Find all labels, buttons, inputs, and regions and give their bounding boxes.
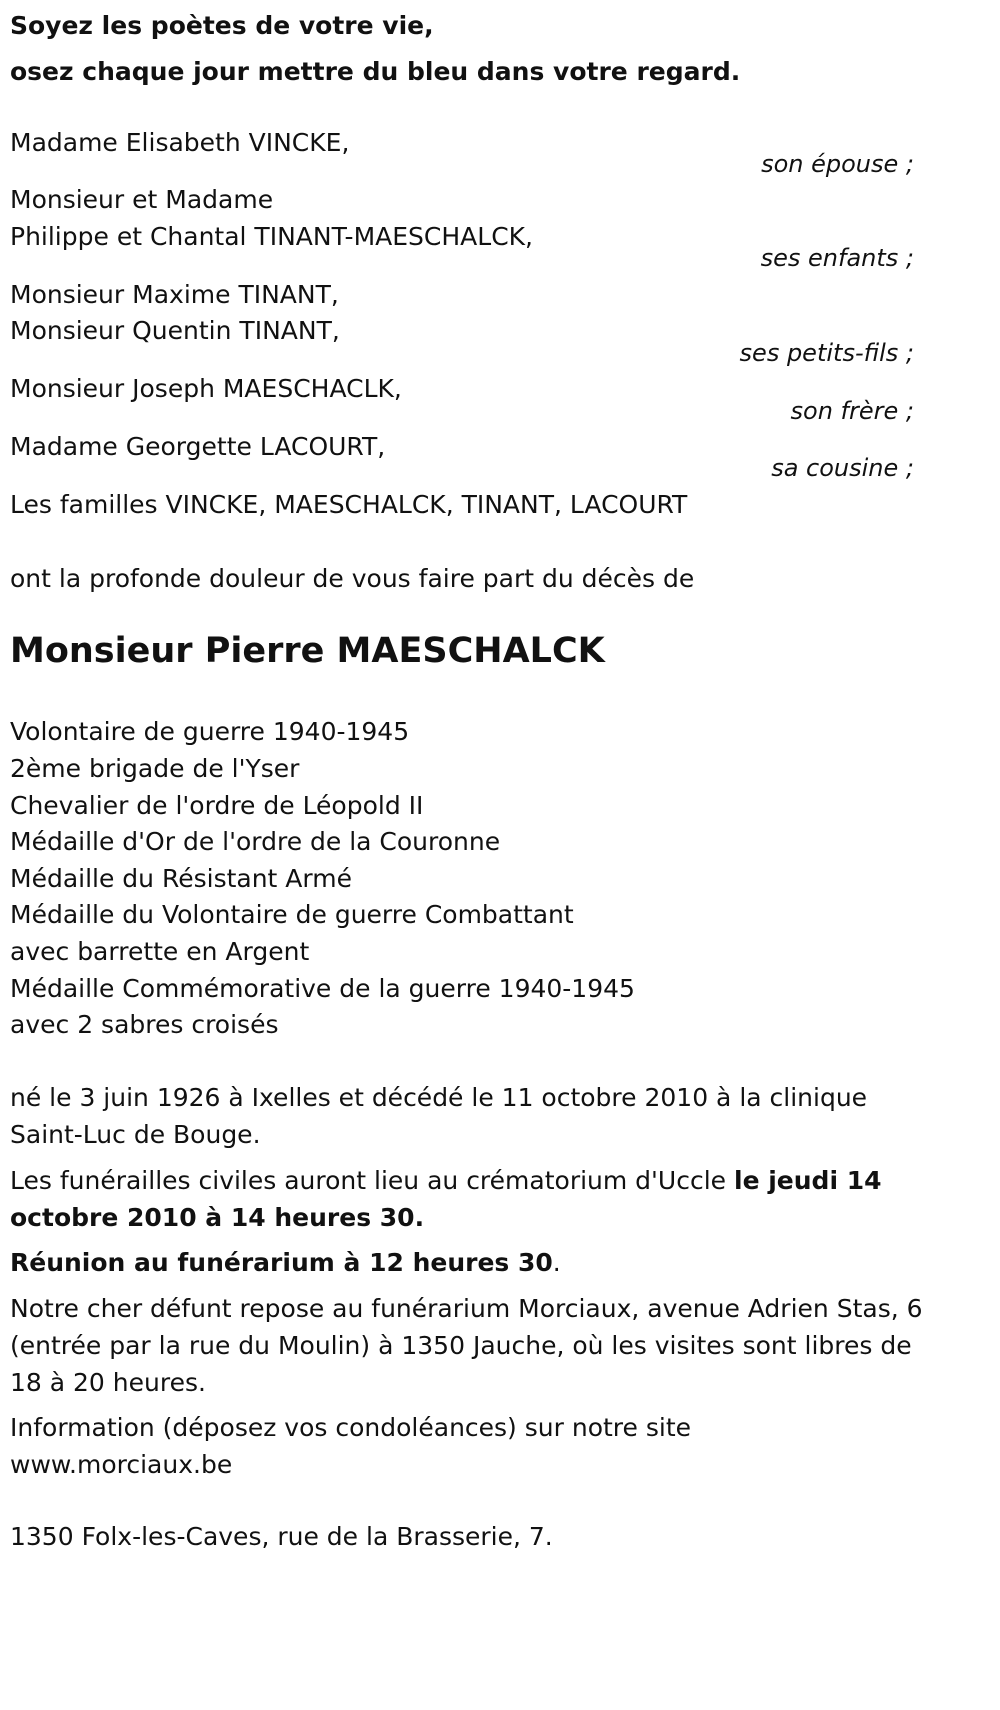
family-member-brother: Monsieur Joseph MAESCHACLK,: [10, 374, 402, 403]
birth-death-line-1: né le 3 juin 1926 à Ixelles et décédé le 11 octobre 2010 à la clinique: [10, 1083, 868, 1112]
families-line: Les familles VINCKE, MAESCHALCK, TINANT, LACOURT: [10, 490, 688, 519]
funeral-line-1: [10, 1166, 882, 1196]
honor-item: Médaille du Résistant Armé: [10, 864, 352, 893]
repose-line-2: (entrée par la rue du Moulin) à 1350 Jauche, où les visites sont libres de: [10, 1331, 912, 1360]
honor-item: Médaille Commémorative de la guerre 1940-1945: [10, 974, 635, 1003]
funeral-date: le jeudi 14: [734, 1166, 882, 1195]
honor-item: avec 2 sabres croisés: [10, 1010, 279, 1039]
family-member-cousin: Madame Georgette LACOURT,: [10, 432, 386, 461]
family-member-grandson-2: Monsieur Quentin TINANT,: [10, 316, 340, 345]
honor-item: Volontaire de guerre 1940-1945: [10, 717, 410, 746]
family-member-spouse: Madame Elisabeth VINCKE,: [10, 128, 350, 157]
family-member-children-line-2: Philippe et Chantal TINANT-MAESCHALCK,: [10, 222, 533, 251]
repose-line-3: 18 à 20 heures.: [10, 1368, 206, 1397]
honor-item: Chevalier de l'ordre de Léopold II: [10, 791, 424, 820]
deceased-name: Monsieur Pierre MAESCHALCK: [10, 631, 605, 671]
reunion-text: Réunion au funérarium à 12 heures 30: [10, 1248, 553, 1277]
honor-item: Médaille du Volontaire de guerre Combattant: [10, 900, 574, 929]
repose-line-1: Notre cher défunt repose au funérarium Morciaux, avenue Adrien Stas, 6: [10, 1294, 923, 1323]
honor-item: avec barrette en Argent: [10, 937, 310, 966]
family-member-children-line-1: Monsieur et Madame: [10, 185, 274, 214]
honor-item: Médaille d'Or de l'ordre de la Couronne: [10, 827, 501, 856]
honor-item: 2ème brigade de l'Yser: [10, 754, 300, 783]
relation-children: ses enfants ;: [760, 244, 914, 272]
motto-line-1: Soyez les poètes de votre vie,: [10, 11, 434, 40]
info-line-1: Information (déposez vos condoléances) sur notre site: [10, 1413, 692, 1442]
funeral-text: Les funérailles civiles auront lieu au crématorium d'Uccle: [10, 1166, 734, 1195]
birth-death-line-2: Saint-Luc de Bouge.: [10, 1120, 261, 1149]
family-member-grandson-1: Monsieur Maxime TINANT,: [10, 280, 339, 309]
reunion-suffix: .: [552, 1248, 561, 1277]
relation-cousin: sa cousine ;: [771, 454, 914, 482]
announcement: ont la profonde douleur de vous faire part du décès de: [10, 564, 695, 593]
funeral-line-2: octobre 2010 à 14 heures 30.: [10, 1203, 425, 1232]
motto-line-2: osez chaque jour mettre du bleu dans votre regard.: [10, 57, 741, 86]
address: 1350 Folx-les-Caves, rue de la Brasserie, 7.: [10, 1522, 553, 1551]
reunion-line: [10, 1248, 561, 1278]
website-link[interactable]: www.morciaux.be: [10, 1450, 233, 1479]
relation-brother: son frère ;: [790, 397, 914, 425]
relation-spouse: son épouse ;: [761, 150, 914, 178]
relation-grandsons: ses petits-fils ;: [739, 339, 914, 367]
